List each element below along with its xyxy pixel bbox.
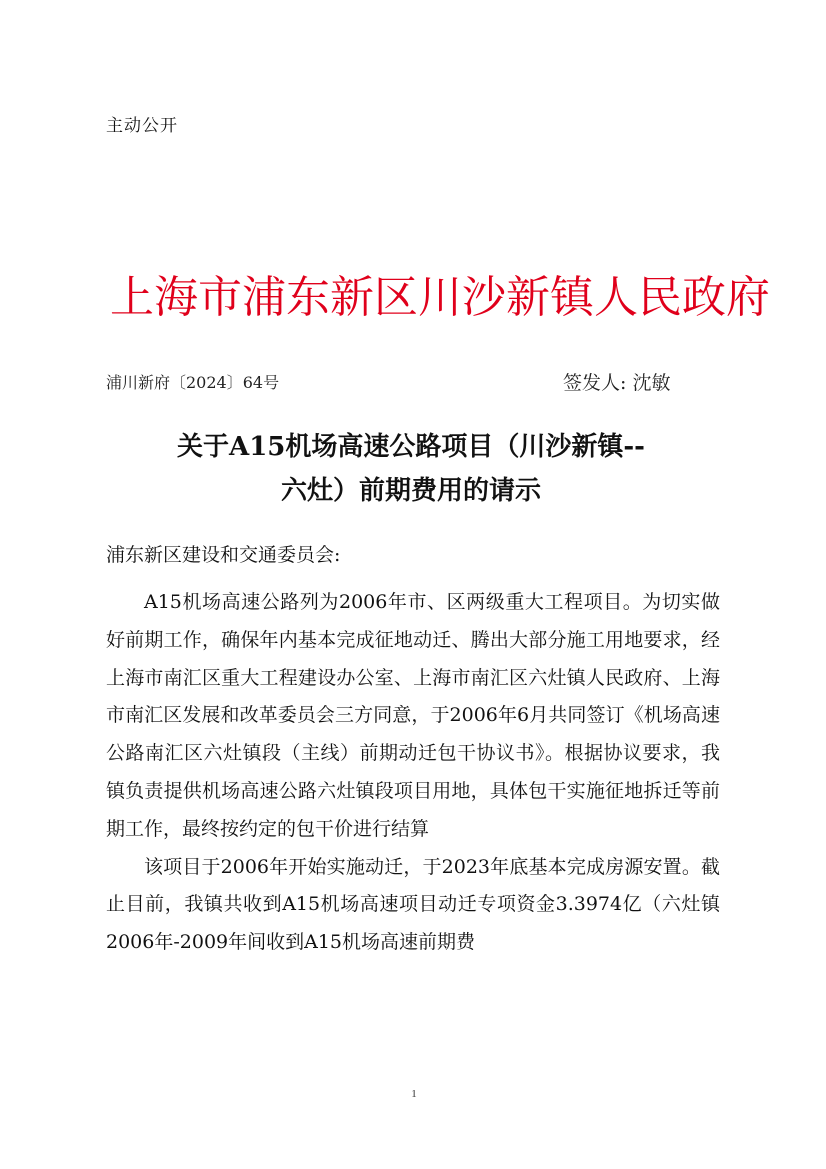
signer-label: 签发人:	[563, 372, 627, 394]
subject-line-1: 关于A15机场高速公路项目（川沙新镇--	[177, 432, 645, 462]
signer-name: 沈敏	[632, 372, 671, 394]
signer-line	[563, 368, 670, 395]
page-number: 1	[411, 1088, 417, 1100]
body-paragraph-2: 该项目于2006年开始实施动迁，于2023年底基本完成房源安置。截止目前，我镇共收到A15机场高速项目动迁专项资金3.3974亿（六灶镇2006年-2009年间收到A15机场高速前期费	[106, 855, 720, 954]
body-text	[106, 584, 720, 962]
document-subject	[96, 425, 726, 513]
addressee: 浦东新区建设和交通委员会:	[106, 544, 341, 566]
issuing-organization-title: 上海市浦东新区川沙新镇人民政府	[110, 272, 770, 323]
disclosure-label: 主动公开	[106, 116, 178, 136]
subject-line-2: 六灶）前期费用的请示	[280, 476, 541, 506]
document-number: 浦川新府〔2024〕64号	[106, 373, 280, 392]
body-paragraph-1: A15机场高速公路列为2006年市、区两级重大工程项目。为切实做好前期工作，确保年内基本完成征地动迁、腾出大部分施工用地要求，经上海市南汇区重大工程建设办公室、上海市南汇区六灶镇人民政府、上海市南汇区发展和改革委员会三方同意，于2006年6月共同签订《机场高速公路南汇区六灶镇段（主线）前期动迁包干协议书》。根据协议要求，我镇负责提供机场高速公路六灶镇段项目用地，具体包干实施征地拆迁等前期工作，最终按约定的包干价进行结算	[106, 591, 720, 840]
